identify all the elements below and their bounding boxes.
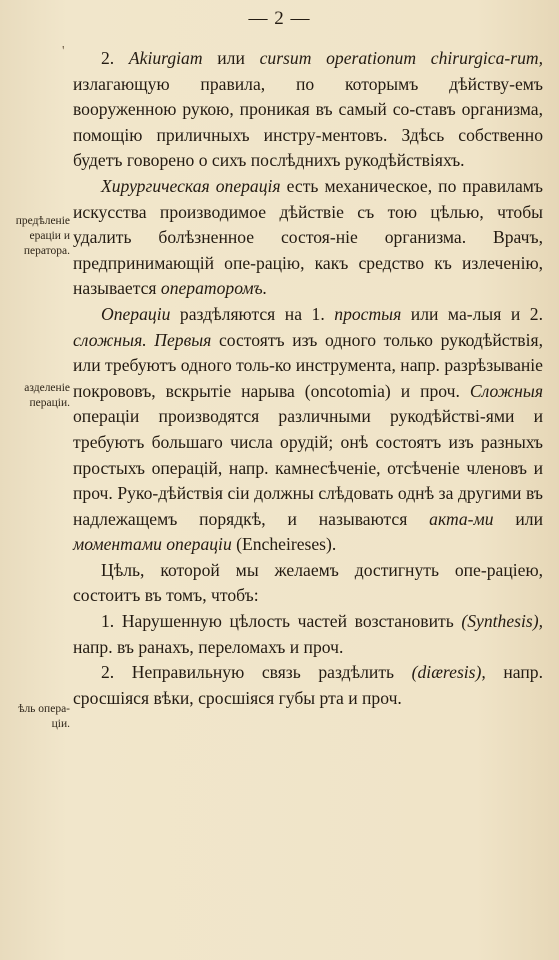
text-run: напр. сросшіяся вѣки, сросшіяся губы рта и проч. (73, 662, 543, 708)
term-complex: Сложныя (469, 380, 543, 401)
text-run: операціи производятся различными рукодѣйстві-ями и требуютъ большаго числа орудій; онѣ состоятъ изъ разныхъ простыхъ операцій, напр. камнесѣченіе, отсѣченіе членовъ и проч. Руко-дѣйствія сіи должны слѣдовать однѣ за другими въ надлежащемъ порядкѣ, и называются (73, 406, 543, 529)
paragraph-definition (73, 174, 543, 302)
term-acts: акта-ми (429, 508, 494, 529)
term-operator: операторомъ. (160, 278, 268, 299)
term-diaeresis: (diæresis), (411, 662, 486, 683)
paragraph-akiurgia (73, 46, 543, 174)
text-run: состоятъ изъ одного только рукодѣйствія, или требуютъ одного толь-ко инструмента, напр. разрѣзываніе покрововъ, вскрытіе нарыва (oncotomia) и проч. (73, 329, 543, 401)
text-run: 2. Неправильную связь раздѣлить (101, 662, 412, 683)
text-run: раздѣляются на 1. (170, 303, 335, 324)
page-number: — 2 — (248, 8, 311, 29)
margin-note-line: азделеніе (24, 382, 70, 394)
term-synthesis: (Synthesis), (461, 611, 543, 632)
term-complex: сложныя. (73, 329, 147, 350)
paragraph-diaeresis (73, 660, 543, 711)
margin-note-line: ператора. (23, 245, 70, 257)
margin-note-purpose (0, 702, 70, 732)
text-run: или (202, 48, 260, 68)
text-run: напр. въ ранахъ, переломахъ и проч. (73, 636, 344, 657)
paragraph-synthesis (73, 609, 543, 660)
text-run: (Encheireses). (231, 534, 337, 555)
margin-note-line: пераціи. (29, 397, 70, 409)
margin-notes (0, 0, 72, 960)
term-latin: cursum operationum chirurgica-rum, (259, 48, 543, 68)
text-run: есть механическое, по правиламъ искусства производимое дѣйствіе съ тою цѣлью, чтобы удалить болѣзненное состоя-ніе организма. Врачъ, предпринимающій опе-рацію, какъ средство къ излеченію, называется (73, 175, 543, 299)
text-run: или ма-лыя и 2. (401, 303, 543, 324)
text-run: излагающую правила, по которымъ дѣйству-емъ вооруженною рукою, проникая въ самый со-ставъ организма, помощію приличныхъ инстру-ментовъ. Здѣсь собственно будетъ говорено о сихъ послѣднихъ рукодѣйствіяхъ. (73, 73, 543, 171)
margin-note-line: предѣленіе (15, 215, 70, 227)
term-moments: моментами операціи (73, 534, 232, 555)
margin-note-division (0, 381, 70, 411)
term-simple: простыя (334, 303, 402, 324)
paragraph-purpose: Цѣль, которой мы желаемъ достигнуть опе-раціею, состоитъ въ томъ, чтобъ: (73, 559, 543, 606)
ink-mark: ' (62, 44, 65, 59)
page-body (73, 46, 543, 711)
term-first: Первыя (154, 329, 212, 350)
paragraph-division (73, 302, 543, 558)
term-akiurgiam: Akiurgiam (128, 48, 203, 68)
text-run: 1. Нарушенную цѣлость частей возстановить (101, 611, 462, 632)
term-surgical-operation: Хирургическая операція (101, 175, 281, 196)
margin-note-line: ераціи и (29, 230, 70, 242)
text-run: или (493, 508, 543, 529)
term-operations: Операціи (101, 303, 171, 324)
margin-note-definition (0, 214, 70, 259)
margin-note-line: ѣль опера- (18, 703, 70, 715)
margin-note-line: ціи. (51, 718, 70, 730)
text-run: 2. (101, 48, 129, 68)
